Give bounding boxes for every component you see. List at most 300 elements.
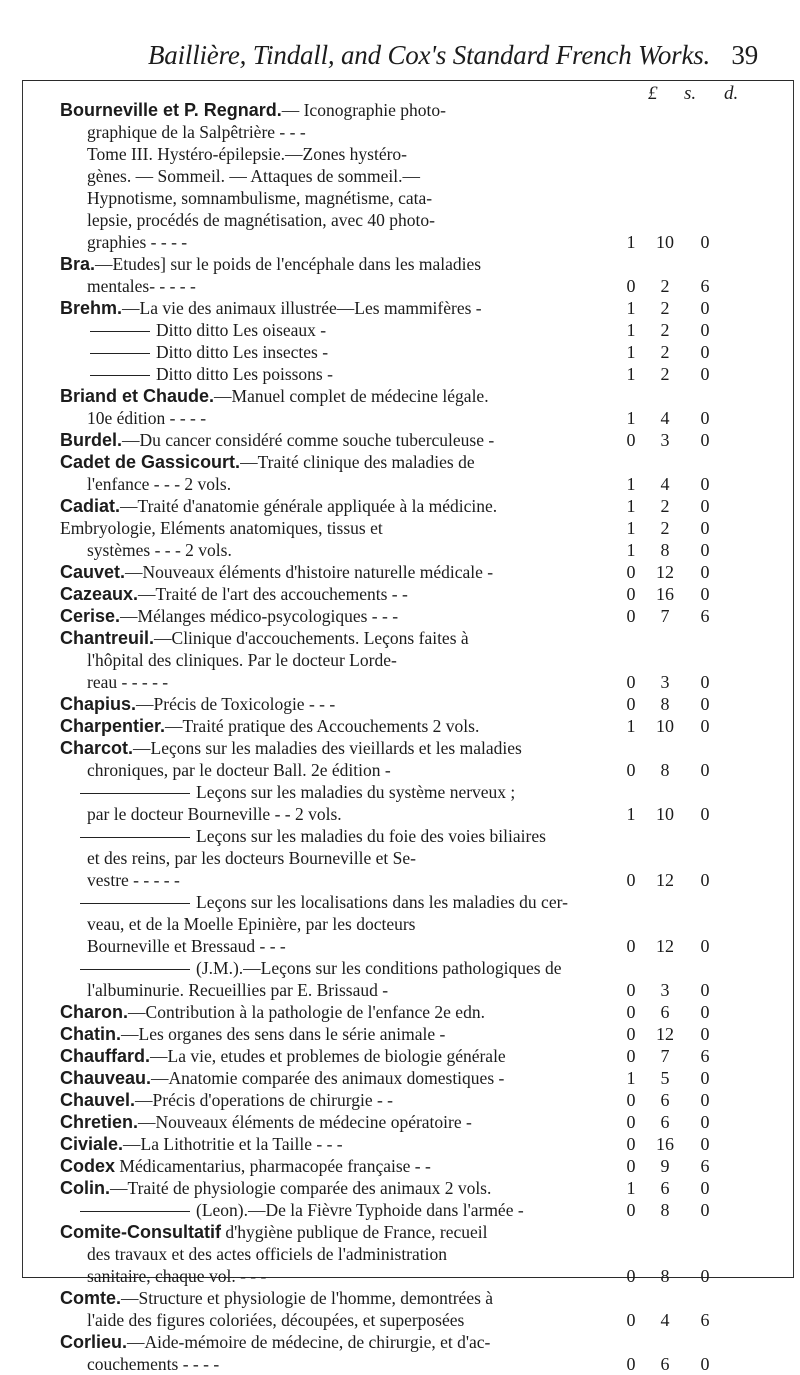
entry-line [60,275,760,297]
pence-value: 0 [700,430,710,450]
entry-text: —Etudes] sur le poids de l'encéphale dans les maladies [95,254,482,274]
entry-line [60,957,760,979]
author-name: Cadiat. [60,496,121,516]
entry-line [60,99,760,121]
entry-price [620,407,720,429]
entry-line [60,165,760,187]
shillings-value: 4 [660,408,670,428]
entry-text: sanitaire, chaque vol. - - - [87,1266,267,1286]
pounds-value: 0 [626,694,636,714]
pence-value: 6 [700,1156,710,1176]
entry-line [60,627,760,649]
catalogue-entry [60,1133,760,1155]
entry-text: —Structure et physiologie de l'homme, demontrées à [121,1288,494,1308]
catalogue-entry [60,627,760,693]
entry-line [60,979,760,1001]
entry-line [60,737,760,759]
catalogue-entry [60,363,760,385]
catalogue-entry [60,825,760,891]
entry-text: couchements - - - - [87,1354,220,1374]
entry-line [60,1199,760,1221]
catalogue-entry [60,1177,760,1199]
shillings-value: 12 [656,870,674,890]
pounds-value: 1 [626,232,636,252]
pounds-value: 1 [626,804,636,824]
shillings-value: 8 [660,1200,670,1220]
entry-text: l'albuminurie. Recueillies par E. Brissaud - [87,980,389,1000]
entry-line [60,913,760,935]
author-name: Charcot. [60,738,134,758]
pounds-value: 0 [626,760,636,780]
entry-price [620,495,720,517]
entry-price [620,341,720,363]
pounds-value: 1 [626,540,636,560]
pounds-value: 1 [626,518,636,538]
entry-price [620,231,720,253]
catalogue-entry [60,1331,760,1375]
catalogue-entry [60,1023,760,1045]
entry-line [60,847,760,869]
entry-text: —Traité clinique des maladies de [240,452,475,472]
entry-text: Leçons sur les maladies du système nerveux ; [196,782,516,802]
entry-text: d'hygiène publique de France, recueil [221,1222,488,1242]
pounds-value: 1 [626,342,636,362]
entry-line [60,385,760,407]
catalogue-entry [60,1199,760,1221]
entry-text: —Aide-mémoire de médecine, de chirurgie, et d'ac- [127,1332,491,1352]
entry-price [620,869,720,891]
entries-list [60,99,760,1375]
pounds-value: 0 [626,1112,636,1132]
entry-price [620,979,720,1001]
entry-text: lepsie, procédés de magnétisation, avec 40 photo- [87,210,435,230]
author-name: Cauvet. [60,562,126,582]
entry-text: —Leçons sur les maladies des vieillards et les maladies [133,738,522,758]
entry-text: Bourneville et Bressaud - - - [87,936,286,956]
entry-line [60,935,760,957]
pounds-value: 0 [626,1310,636,1330]
ditto-rule [80,837,190,838]
author-name: Cazeaux. [60,584,139,604]
pence-value: 0 [700,496,710,516]
pence-value: 6 [700,606,710,626]
pence-value: 0 [700,342,710,362]
shillings-value: 12 [656,1024,674,1044]
left-vertical-rule [22,80,23,1278]
pounds-value: 0 [626,1200,636,1220]
entry-text: —Les organes des sens dans le série animale - [121,1024,446,1044]
shillings-value: 2 [660,298,670,318]
pence-value: 0 [700,518,710,538]
entry-price [620,1133,720,1155]
catalogue-entry [60,693,760,715]
catalogue-entry [60,495,760,517]
entry-text: —Traité de l'art des accouchements - - [138,584,408,604]
entry-text: —Précis d'operations de chirurgie - - [135,1090,393,1110]
shillings-value: 10 [656,232,674,252]
entry-price [620,1001,720,1023]
catalogue-entry [60,891,760,957]
catalogue-entry [60,957,760,1001]
shillings-value: 12 [656,936,674,956]
pence-value: 0 [700,1200,710,1220]
entry-line [60,825,760,847]
entry-line [60,495,760,517]
ditto-rule [90,353,150,354]
author-name: Brehm. [60,298,123,318]
catalogue-entry [60,781,760,825]
entry-price [620,1111,720,1133]
shillings-value: 16 [656,584,674,604]
pence-value: 0 [700,474,710,494]
ditto-rule [80,1211,190,1212]
pounds-value: 0 [626,1024,636,1044]
pence-value: 0 [700,1134,710,1154]
author-name: Charpentier. [60,716,166,736]
shillings-value: 6 [660,1112,670,1132]
shillings-value: 8 [660,540,670,560]
author-name: Burdel. [60,430,123,450]
ditto-rule [80,903,190,904]
entry-price [620,759,720,781]
entry-price [620,297,720,319]
author-name: Comte. [60,1288,122,1308]
shillings-value: 10 [656,716,674,736]
shillings-value: 6 [660,1090,670,1110]
pence-value: 0 [700,1024,710,1044]
running-head [148,40,758,71]
entry-text: vestre - - - - - [87,870,180,890]
entry-line [60,605,760,627]
entry-line [60,583,760,605]
entry-price [620,1023,720,1045]
entry-text: (J.M.).—Leçons sur les conditions pathologiques de [196,958,562,978]
pounds-value: 1 [626,496,636,516]
entry-line [60,1177,760,1199]
catalogue-entry [60,1287,760,1331]
shillings-value: 2 [660,320,670,340]
pounds-value: 0 [626,1090,636,1110]
entry-text: —Traité de physiologie comparée des animaux 2 vols. [110,1178,492,1198]
pence-value: 0 [700,408,710,428]
pence-value: 0 [700,232,710,252]
entry-line [60,891,760,913]
pounds-value: 1 [626,320,636,340]
pence-value: 0 [700,320,710,340]
author-name: Briand et Chaude. [60,386,215,406]
entry-price [620,1089,720,1111]
entry-text: —Contribution à la pathologie de l'enfance 2e edn. [128,1002,485,1022]
entry-line [60,143,760,165]
entry-price-second [620,539,720,561]
entry-line [60,209,760,231]
entry-text: —Traité pratique des Accouchements 2 vols. [165,716,480,736]
entry-line [60,649,760,671]
catalogue-entry [60,561,760,583]
entry-price [620,671,720,693]
entry-text: —Nouveaux éléments d'histoire naturelle médicale - [125,562,494,582]
entry-text: Embryologie, Eléments anatomiques, tissus et [60,518,383,538]
shillings-value: 7 [660,1046,670,1066]
entry-line [60,1023,760,1045]
author-name: Colin. [60,1178,110,1198]
pounds-value: 1 [626,716,636,736]
pounds-value: 1 [626,364,636,384]
entry-text: reau - - - - - [87,672,169,692]
author-name: Chauveau. [60,1068,152,1088]
entry-line [60,1045,760,1067]
shillings-value: 8 [660,694,670,714]
pence-value: 0 [700,364,710,384]
catalogue-entry [60,517,760,561]
catalogue-entry [60,1111,760,1133]
entry-text: mentales- - - - - [87,276,196,296]
shillings-value: 9 [660,1156,670,1176]
entry-price [620,429,720,451]
header-rule [22,80,794,81]
catalogue-entry [60,1089,760,1111]
shillings-value: 2 [660,496,670,516]
entry-text: graphique de la Salpêtrière - - - [87,122,306,142]
shillings-value: 2 [660,342,670,362]
ditto-rule [80,793,190,794]
pounds-value: 0 [626,936,636,956]
catalogue-entry [60,737,760,781]
entry-text: —Clinique d'accouchements. Leçons faites à [154,628,469,648]
entry-text: chroniques, par le docteur Ball. 2e édition - [87,760,391,780]
author-name: Charon. [60,1002,129,1022]
entry-text: —Anatomie comparée des animaux domestiques - [151,1068,505,1088]
entry-price [620,1045,720,1067]
pounds-value: 0 [626,1134,636,1154]
pence-value: 0 [700,760,710,780]
entry-line [60,363,760,385]
pence-column-label: d. [724,83,739,104]
entry-line [60,759,760,781]
entry-text: par le docteur Bourneville - - 2 vols. [87,804,342,824]
author-name: Corlieu. [60,1332,128,1352]
shillings-value: 6 [660,1002,670,1022]
pence-value: 0 [700,1178,710,1198]
catalogue-entry [60,99,760,253]
entry-price [620,1353,720,1375]
entry-line [60,1221,760,1243]
pence-value: 0 [700,694,710,714]
entry-line [60,187,760,209]
entry-line [60,319,760,341]
entry-line [60,451,760,473]
entry-text: veau, et de la Moelle Epinière, par les docteurs [87,914,416,934]
entry-text: l'enfance - - - 2 vols. [87,474,232,494]
entry-line [60,1287,760,1309]
entry-price [620,803,720,825]
entry-text: —La vie, etudes et problemes de biologie générale [150,1046,506,1066]
pence-value: 0 [700,1112,710,1132]
pence-value: 0 [700,980,710,1000]
ditto-rule [90,331,150,332]
entry-text: et des reins, par les docteurs Bourneville et Se- [87,848,416,868]
shillings-column-label: s. [684,83,697,104]
catalogue-entry [60,1221,760,1287]
shillings-value: 6 [660,1354,670,1374]
author-name: Chauvel. [60,1090,136,1110]
entry-text: l'aide des figures coloriées, découpées, et superposées [87,1310,465,1330]
catalogue-entry [60,341,760,363]
catalogue-entry [60,605,760,627]
pence-value: 0 [700,716,710,736]
pounds-value: 1 [626,1068,636,1088]
author-name: Cerise. [60,606,121,626]
catalogue-entry [60,1067,760,1089]
entry-text: systèmes - - - 2 vols. [87,540,232,560]
catalogue-entry [60,297,760,319]
entry-line [60,715,760,737]
entry-line [60,561,760,583]
catalogue-entry [60,1155,760,1177]
entry-line [60,1243,760,1265]
entry-text: Tome III. Hystéro-épilepsie.—Zones hystéro- [87,144,407,164]
entry-line [60,1309,760,1331]
author-name: Chatin. [60,1024,121,1044]
entry-text: graphies - - - - [87,232,188,252]
entry-line [60,231,760,253]
author-name: Comite-Consultatif [60,1222,221,1242]
entry-text: Ditto ditto Les insectes - [156,342,329,362]
author-name: Chretien. [60,1112,139,1132]
entry-text: — Iconographie photo- [281,100,446,120]
pence-value: 0 [700,936,710,956]
pence-value: 6 [700,1310,710,1330]
entry-line [60,407,760,429]
entry-line [60,1155,760,1177]
entry-text: (Leon).—De la Fièvre Typhoide dans l'armée - [196,1200,524,1220]
pounds-value: 0 [626,1046,636,1066]
entry-line [60,1089,760,1111]
pounds-value: 0 [626,672,636,692]
author-name: Chauffard. [60,1046,150,1066]
pounds-value: 1 [626,474,636,494]
entry-line [60,1353,760,1375]
pounds-value: 1 [626,1178,636,1198]
pence-value: 0 [700,1354,710,1374]
entry-line [60,1001,760,1023]
entry-text: des travaux et des actes officiels de l'administration [87,1244,448,1264]
entry-price [620,363,720,385]
entry-text: —La vie des animaux illustrée—Les mammifères - [122,298,482,318]
entry-text: Ditto ditto Les oiseaux - [156,320,327,340]
entry-text: —La Lithotritie et la Taille - - - [123,1134,343,1154]
entry-line [60,473,760,495]
entry-price [620,1199,720,1221]
pence-value: 0 [700,1090,710,1110]
catalogue-entry [60,319,760,341]
shillings-value: 16 [656,1134,674,1154]
ditto-rule [80,969,190,970]
pounds-value: 0 [626,562,636,582]
entry-text: —Mélanges médico-psycologiques - - - [120,606,399,626]
catalogue-entry [60,429,760,451]
entry-line [60,539,760,561]
shillings-value: 4 [660,474,670,494]
shillings-value: 3 [660,672,670,692]
entry-price [620,1155,720,1177]
pounds-value: 0 [626,1266,636,1286]
author-name: Civiale. [60,1134,124,1154]
author-name: Codex [60,1156,116,1176]
pence-value: 0 [700,298,710,318]
ditto-rule [90,375,150,376]
catalogue-entry [60,1001,760,1023]
pence-value: 6 [700,276,710,296]
author-name: Bra. [60,254,96,274]
author-name: Cadet de Gassicourt. [60,452,241,472]
catalogue-entry [60,253,760,297]
pence-value: 0 [700,672,710,692]
entry-price [620,1265,720,1287]
shillings-value: 10 [656,804,674,824]
entry-text: l'hôpital des cliniques. Par le docteur Lorde- [87,650,397,670]
entry-text: Hypnotisme, somnambulisme, magnétisme, cata- [87,188,433,208]
pounds-value: 0 [626,584,636,604]
catalogue-entry [60,451,760,495]
entry-price [620,319,720,341]
pence-value: 0 [700,870,710,890]
entry-line [60,671,760,693]
shillings-value: 8 [660,1266,670,1286]
catalogue-entry [60,715,760,737]
entry-price [620,275,720,297]
entry-line [60,341,760,363]
running-title: Baillière, Tindall, and Cox's Standard French Works. [148,40,711,70]
catalogue-entry [60,583,760,605]
entry-line [60,1067,760,1089]
pounds-value: 0 [626,276,636,296]
author-name: Bourneville et P. Regnard. [60,100,282,120]
shillings-value: 5 [660,1068,670,1088]
pence-value: 0 [700,540,710,560]
entry-line [60,1111,760,1133]
pounds-value: 0 [626,606,636,626]
entry-price [620,517,720,539]
entry-text: Ditto ditto Les poissons - [156,364,333,384]
shillings-value: 8 [660,760,670,780]
entry-text: —Du cancer considéré comme souche tuberculeuse - [122,430,495,450]
entry-price [620,561,720,583]
entry-text: —Nouveaux éléments de médecine opératoire - [138,1112,472,1132]
entry-line [60,1331,760,1353]
entry-line [60,781,760,803]
catalogue-entry [60,1045,760,1067]
entry-line [60,1265,760,1287]
entry-line [60,429,760,451]
pounds-value: 0 [626,1354,636,1374]
page-number: 39 [731,40,758,70]
entry-price [620,583,720,605]
entry-price [620,1067,720,1089]
pounds-value: 0 [626,870,636,890]
entry-text: —Manuel complet de médecine légale. [214,386,489,406]
entry-line [60,869,760,891]
pounds-column-label: £ [648,83,658,104]
entry-line [60,803,760,825]
entry-text: Médicamentarius, pharmacopée française - - [115,1156,431,1176]
pounds-value: 0 [626,430,636,450]
catalogue-entry [60,385,760,429]
pence-value: 6 [700,1046,710,1066]
entry-line [60,297,760,319]
entry-line [60,253,760,275]
entry-text: —Traité d'anatomie générale appliquée à la médicine. [120,496,498,516]
